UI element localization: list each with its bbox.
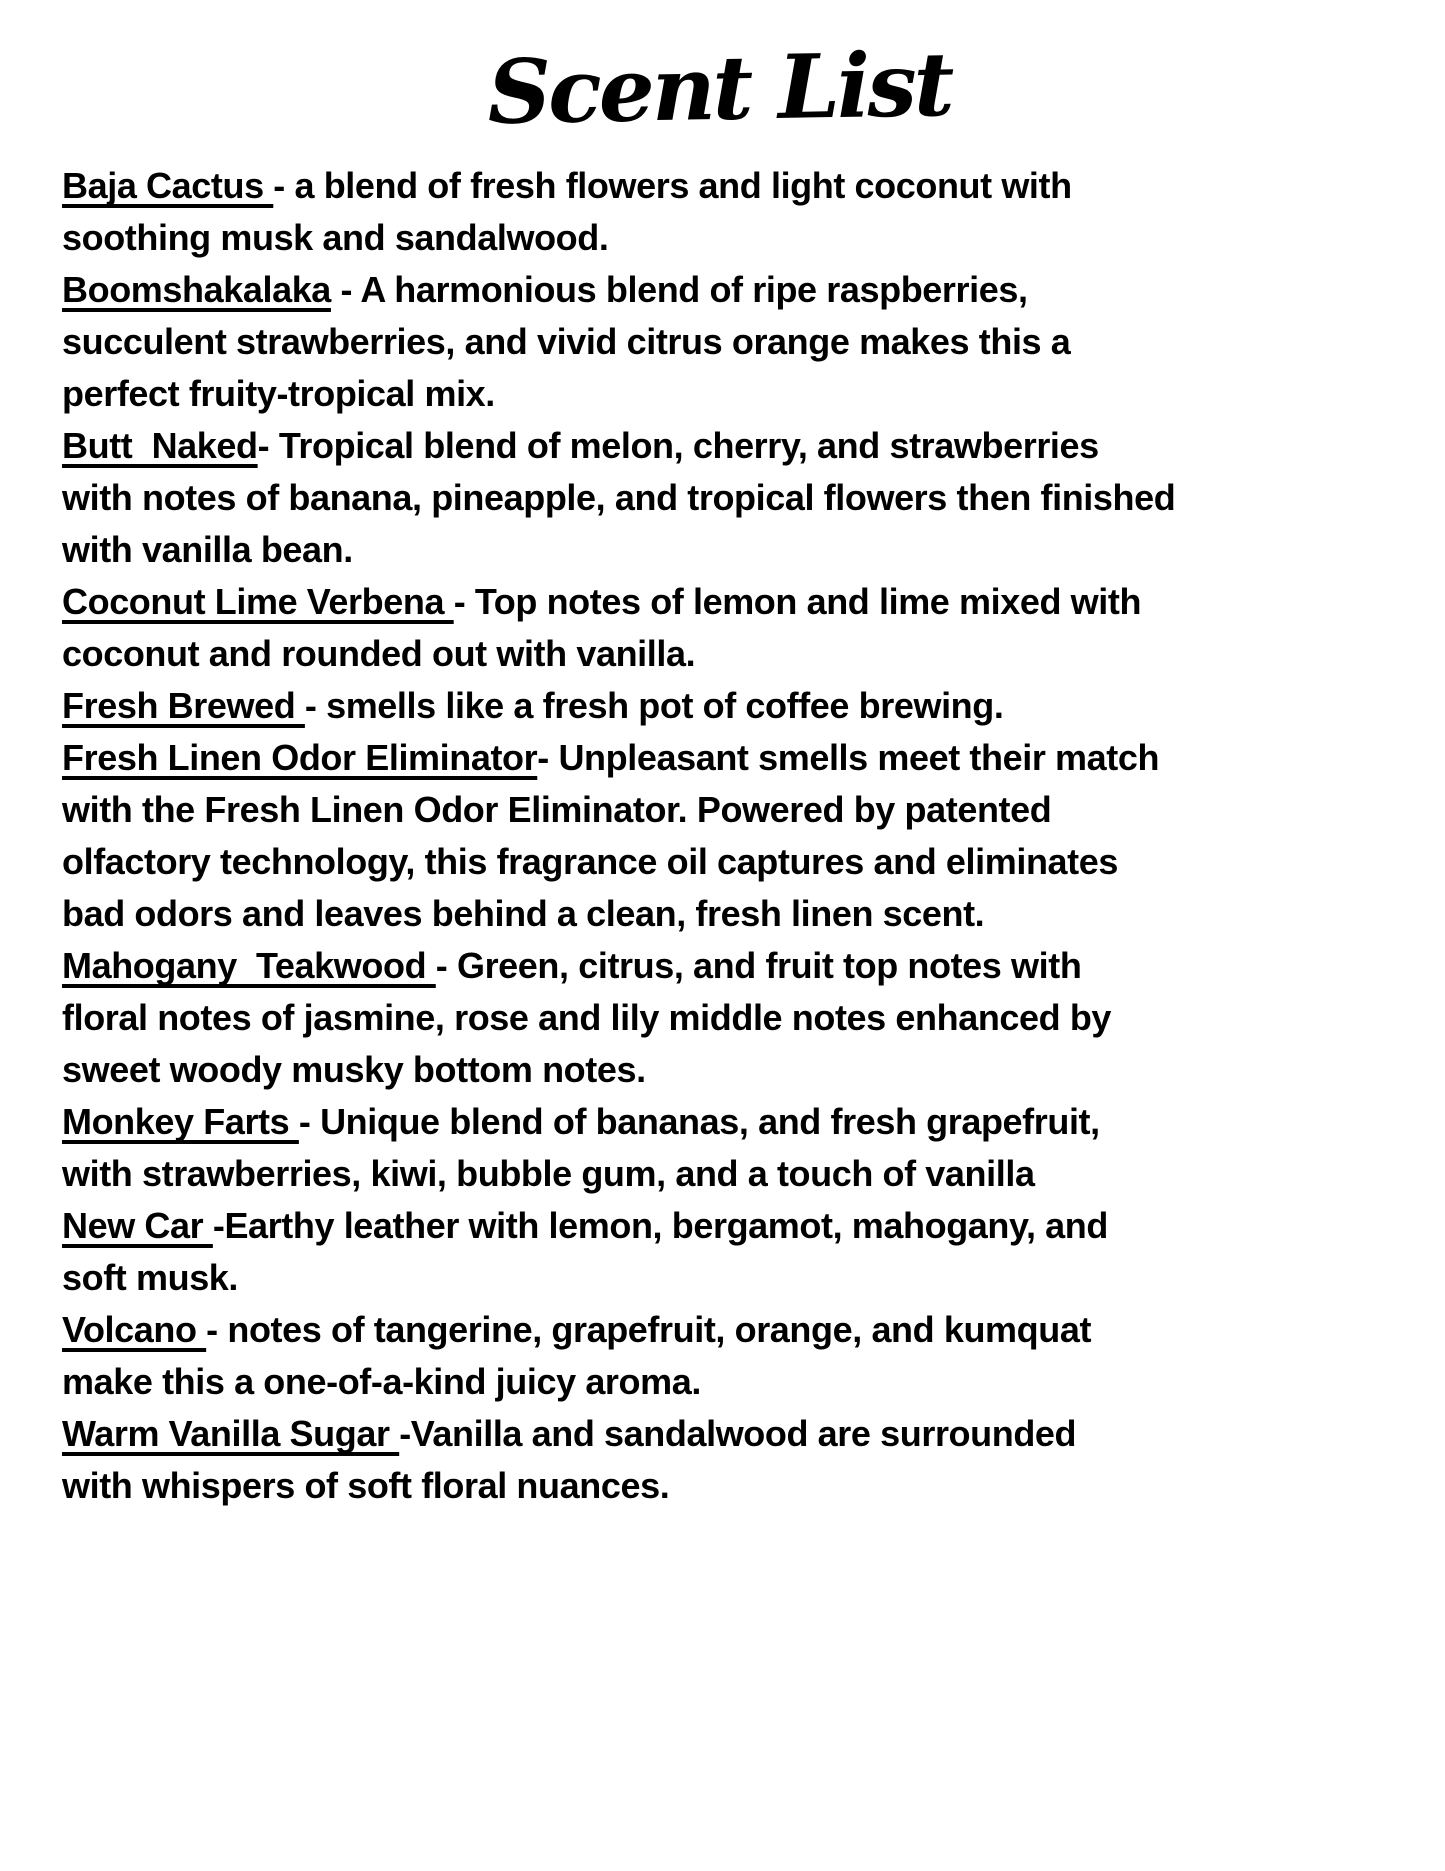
text-line <box>62 1148 1397 1200</box>
scent-description: with strawberries, kiwi, bubble gum, and a touch of vanilla <box>62 1153 1035 1195</box>
text-line <box>62 1252 1397 1304</box>
text-line <box>62 992 1397 1044</box>
scent-description: soothing musk and sandalwood. <box>62 217 609 259</box>
scent-description: floral notes of jasmine, rose and lily middle notes enhanced by <box>62 997 1112 1039</box>
text-line <box>62 940 1397 992</box>
scent-description: bad odors and leaves behind a clean, fresh linen scent. <box>62 893 985 935</box>
scent-name: Baja Cactus <box>62 165 274 207</box>
text-line <box>62 316 1397 368</box>
scent-description: olfactory technology, this fragrance oil captures and eliminates <box>62 841 1118 883</box>
scent-name: Warm Vanilla Sugar <box>62 1413 400 1455</box>
text-line <box>62 888 1397 940</box>
text-line <box>62 1356 1397 1408</box>
scent-description: - Green, citrus, and fruit top notes with <box>435 945 1082 987</box>
scent-description: with vanilla bean. <box>62 529 353 571</box>
text-line <box>62 1096 1397 1148</box>
scent-description: with notes of banana, pineapple, and tropical flowers then finished <box>62 477 1176 519</box>
text-line <box>62 628 1397 680</box>
text-line <box>62 680 1397 732</box>
scent-description: coconut and rounded out with vanilla. <box>62 633 696 675</box>
scent-description: - a blend of fresh flowers and light coconut with <box>273 165 1072 207</box>
scent-description: - smells like a fresh pot of coffee brewing. <box>304 685 1004 727</box>
text-line <box>62 732 1397 784</box>
text-line <box>62 1044 1397 1096</box>
scent-description: sweet woody musky bottom notes. <box>62 1049 646 1091</box>
page-title: Scent List <box>486 31 953 145</box>
scent-name: Monkey Farts <box>62 1101 299 1143</box>
scent-description: - A harmonious blend of ripe raspberries, <box>330 269 1028 311</box>
text-line <box>62 1304 1397 1356</box>
scent-description: - Unpleasant smells meet their match <box>537 737 1160 779</box>
scent-name: Boomshakalaka <box>62 269 331 311</box>
scent-list <box>62 160 1397 1512</box>
scent-description: perfect fruity-tropical mix. <box>62 373 495 415</box>
scent-description: -Earthy leather with lemon, bergamot, mahogany, and <box>212 1205 1108 1247</box>
scent-description: succulent strawberries, and vivid citrus orange makes this a <box>62 321 1071 363</box>
scent-description: - Tropical blend of melon, cherry, and strawberries <box>257 425 1099 467</box>
text-line <box>62 420 1397 472</box>
text-line <box>62 836 1397 888</box>
scent-name: Butt Naked <box>62 425 258 467</box>
text-line <box>62 264 1397 316</box>
text-line <box>62 1408 1397 1460</box>
scent-description: with the Fresh Linen Odor Eliminator. Powered by patented <box>62 789 1052 831</box>
scent-description: soft musk. <box>62 1257 239 1299</box>
text-line <box>62 368 1397 420</box>
scent-description: -Vanilla and sandalwood are surrounded <box>399 1413 1077 1455</box>
scent-name: Coconut Lime Verbena <box>62 581 454 623</box>
scent-description: - Top notes of lemon and lime mixed with <box>453 581 1142 623</box>
scent-name: Fresh Linen Odor Eliminator <box>62 737 538 779</box>
text-line <box>62 1460 1397 1512</box>
scent-name: Mahogany Teakwood <box>62 945 436 987</box>
scent-description: - Unique blend of bananas, and fresh grapefruit, <box>298 1101 1100 1143</box>
scent-description: - notes of tangerine, grapefruit, orange, and kumquat <box>206 1309 1092 1351</box>
scent-description: with whispers of soft floral nuances. <box>62 1465 670 1507</box>
text-line <box>62 784 1397 836</box>
text-line <box>62 160 1397 212</box>
text-line <box>62 212 1397 264</box>
text-line <box>62 576 1397 628</box>
scent-name: New Car <box>62 1205 213 1247</box>
text-line <box>62 524 1397 576</box>
scent-description: make this a one-of-a-kind juicy aroma. <box>62 1361 701 1403</box>
text-line <box>62 472 1397 524</box>
scent-name: Fresh Brewed <box>62 685 305 727</box>
scent-name: Volcano <box>62 1309 207 1351</box>
text-line <box>62 1200 1397 1252</box>
